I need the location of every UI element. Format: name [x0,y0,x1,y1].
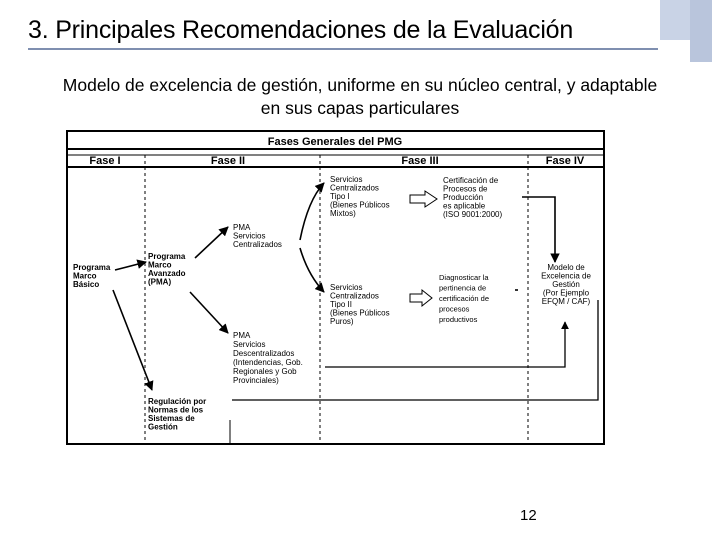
model-line: Excelencia de [541,271,591,281]
sc2-line: Centralizados [330,291,379,301]
pma-line: Programa [148,252,186,261]
pma-desc-line: Descentralizados [233,349,295,358]
pma-desc-line: (Intendencias, Gob. [233,358,303,367]
sc1-line: Mixtos) [330,209,356,218]
pma-cent-line: Servicios [233,231,266,241]
pma-line: Avanzado [148,269,186,278]
sc1-line: Tipo I [330,192,350,201]
pmb-line: Básico [73,280,100,289]
pma-desc-line: Servicios [233,340,266,349]
pma-desc-line: PMA [233,331,251,340]
phase-3-label: Fase III [401,155,439,167]
reg-line: Sistemas de [148,414,195,423]
model-line: (Por Ejemplo [542,288,590,298]
phase-1-label: Fase I [89,155,121,167]
pmb-line: Marco [73,271,97,281]
sc2-line: Servicios [330,283,363,292]
model-line: EFQM / CAF) [541,297,591,306]
model-line: Modelo de [547,263,585,272]
pma-desc-line: Regionales y Gob [233,367,297,376]
diag-line: Diagnosticar la [439,273,489,282]
phase-4-label: Fase IV [545,155,585,167]
diag-line: pertinencia de [439,283,487,293]
cert-line: Producción [443,193,484,202]
pma-line: (PMA) [148,277,172,287]
diag-line: productivos [439,315,478,324]
reg-line: Regulación por [148,397,207,406]
sc2-line: Puros) [330,317,354,326]
diag-line: certificación de [439,294,490,303]
sc2-line: (Bienes Públicos [330,308,390,318]
slide-subtitle: Modelo de excelencia de gestión, uniforme en su núcleo central, y adaptable en sus capas particulares [62,75,658,118]
slide-title: 3. Principales Recomendaciones de la Evaluación [28,16,574,44]
reg-line: Normas de los [148,405,204,415]
sc2-line: Tipo II [330,300,352,309]
sc1-line: (Bienes Públicos [330,200,390,210]
cert-line: es aplicable [443,201,486,211]
pma-desc-line: Provinciales) [233,376,279,385]
pmb-line: Programa [73,263,111,272]
diagram-header: Fases Generales del PMG [267,136,403,148]
page-number: 12 [520,507,537,524]
sc1-line: Servicios [330,175,363,184]
phase-2-label: Fase II [210,155,246,167]
model-line: Gestión [552,280,580,289]
cert-line: (ISO 9001:2000) [443,210,503,219]
cert-line: Certificación de [443,176,499,185]
diag-line: procesos [439,304,470,314]
pma-line: Marco [148,260,172,270]
pma-cent-line: PMA [233,223,251,232]
pma-cent-line: Centralizados [233,240,282,249]
sc1-line: Centralizados [330,183,379,193]
reg-line: Gestión [148,422,178,432]
cert-line: Procesos de [443,184,488,194]
